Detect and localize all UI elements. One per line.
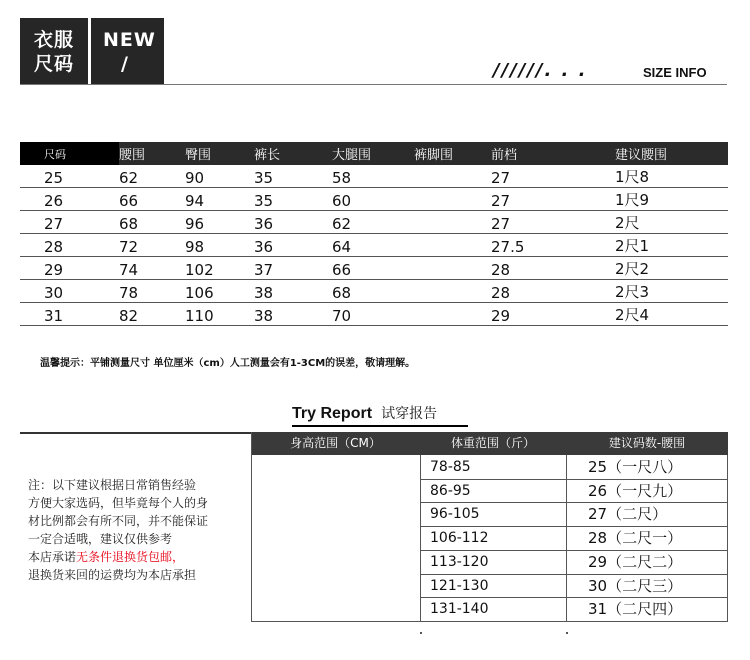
size-table-cell: 27 [491,188,615,211]
report-note-free-return: 无条件退换货包邮， [76,550,185,564]
report-weight-cell: 86-95 [430,482,471,499]
size-table-cell: 37 [254,257,332,280]
size-table-cell: 106 [185,280,254,303]
report-note [28,476,246,584]
size-table-row [20,188,728,211]
report-size-cell: 28（二尺一） [588,529,683,548]
header-box2-line2: / [121,53,129,75]
size-table-row [20,257,728,280]
size-table-cell: 94 [185,188,254,211]
header-slashes: //////. . . [493,60,588,81]
size-table [20,142,728,326]
size-table-cell: 27.5 [491,234,615,257]
size-table-cell: 35 [254,188,332,211]
size-table-header: 大腿围 [332,142,414,165]
report-header-weight: 体重范围（斤） [420,432,566,455]
size-table-cell: 96 [185,211,254,234]
report-left-top-rule [20,432,251,434]
size-table-header: 尺码 [20,142,119,165]
report-size-cell: 26（一尺九） [588,481,683,500]
size-table-cell: 62 [119,165,185,188]
size-table-cell: 2尺2 [615,257,728,280]
report-weight-cell: 113-120 [430,553,489,570]
report-size-cell: 25（一尺八） [588,458,683,476]
size-table-cell: 98 [185,234,254,257]
report-header-size: 建议码数-腰围 [566,432,728,455]
report-vline [251,432,252,622]
size-table-row [20,234,728,257]
size-table-cell [414,257,491,280]
size-table-header: 裤长 [254,142,332,165]
size-table-cell: 1尺9 [615,188,728,211]
report-weight-cell: 131-140 [430,601,489,618]
size-table-cell: 29 [491,303,615,326]
size-table-cell: 72 [119,234,185,257]
size-table-cell: 78 [119,280,185,303]
size-table-cell: 60 [332,188,414,211]
size-table-header: 建议腰围 [615,142,728,165]
size-table-cell: 82 [119,303,185,326]
size-table-cell: 68 [332,280,414,303]
size-table-cell: 25 [20,165,119,188]
size-table-cell: 2尺 [615,211,728,234]
size-table-cell: 30 [20,280,119,303]
size-table-cell: 38 [254,303,332,326]
try-report-title-en: Try Report [292,405,373,422]
size-table-cell: 27 [491,165,615,188]
size-table-cell: 64 [332,234,414,257]
size-table-cell: 2尺3 [615,280,728,303]
measurement-notice: 温馨提示：平铺测量尺寸 单位厘米（cm）人工测量会有1-3CM的误差，敬请理解。 [40,358,416,369]
size-table-cell: 66 [119,188,185,211]
report-size-cell: 27（二尺） [588,505,668,524]
size-table-cell: 35 [254,165,332,188]
size-table-cell: 110 [185,303,254,326]
size-table-cell [414,165,491,188]
size-table-cell: 28 [491,257,615,280]
size-table-cell: 31 [20,303,119,326]
size-table-cell: 36 [254,211,332,234]
header-box1-line1: 衣服 [33,29,74,51]
size-table-cell: 38 [254,280,332,303]
size-table-header: 臀围 [185,142,254,165]
size-table-header: 腰围 [119,142,185,165]
report-note-line: 注：以下建议根据日常销售经验 [28,478,197,492]
size-table-cell [414,303,491,326]
size-table-cell [414,280,491,303]
size-table-cell: 2尺4 [615,303,728,326]
size-table-cell: 66 [332,257,414,280]
report-size-cell: 30（二尺三） [588,576,683,595]
try-report-title-cn: 试穿报告 [381,406,438,422]
report-note-line: 材比例都会有所不同，并不能保证 [28,514,209,528]
size-table-cell: 70 [332,303,414,326]
try-report-title [292,403,468,427]
header-box2-line1: NEW [103,29,156,51]
size-table-cell: 68 [119,211,185,234]
report-size-cell: 31（二尺四） [588,600,683,619]
header-size-info: SIZE INFO [643,65,707,80]
size-table-cell: 27 [491,211,615,234]
size-table-cell [414,234,491,257]
header-divider [20,84,727,85]
size-table-row [20,303,728,326]
size-table-cell: 28 [491,280,615,303]
size-table-row [20,211,728,234]
size-table-header-row [20,142,728,165]
decor-dot [566,632,568,634]
report-note-promise: 本店承诺 [28,550,77,564]
size-table-cell: 29 [20,257,119,280]
report-weight-cell: 106-112 [430,530,489,547]
size-table-cell: 36 [254,234,332,257]
report-note-line [28,548,246,566]
size-table-cell [414,188,491,211]
size-table-cell: 26 [20,188,119,211]
report-weight-cell: 78-85 [430,459,471,475]
size-table-header: 前档 [491,142,615,165]
size-table-header: 裤脚围 [414,142,491,165]
report-weight-cell: 121-130 [430,577,489,594]
decor-dot [420,632,422,634]
size-table-cell: 2尺1 [615,234,728,257]
header-size-label-box [20,18,88,84]
header-box1-line2: 尺码 [33,53,74,75]
size-table-row [20,165,728,188]
size-table-cell: 28 [20,234,119,257]
size-table-cell: 58 [332,165,414,188]
size-table-cell [414,211,491,234]
size-table-cell: 74 [119,257,185,280]
size-table-row [20,280,728,303]
report-note-line: 方便大家选码，但毕竟每个人的身 [28,496,209,510]
report-size-cell: 29（二尺二） [588,552,683,571]
size-table-cell: 1尺8 [615,165,728,188]
report-note-line: 退换货来回的运费均为本店承担 [28,568,197,582]
report-note-line: 一定合适哦，建议仅供参考 [28,532,173,546]
header-new-box [91,18,164,84]
report-header-height: 身高范围（CM） [251,432,420,455]
report-bottom-rule [251,621,728,622]
size-table-cell: 90 [185,165,254,188]
report-weight-cell: 96-105 [430,506,480,523]
size-table-cell: 27 [20,211,119,234]
size-table-cell: 62 [332,211,414,234]
size-table-cell: 102 [185,257,254,280]
